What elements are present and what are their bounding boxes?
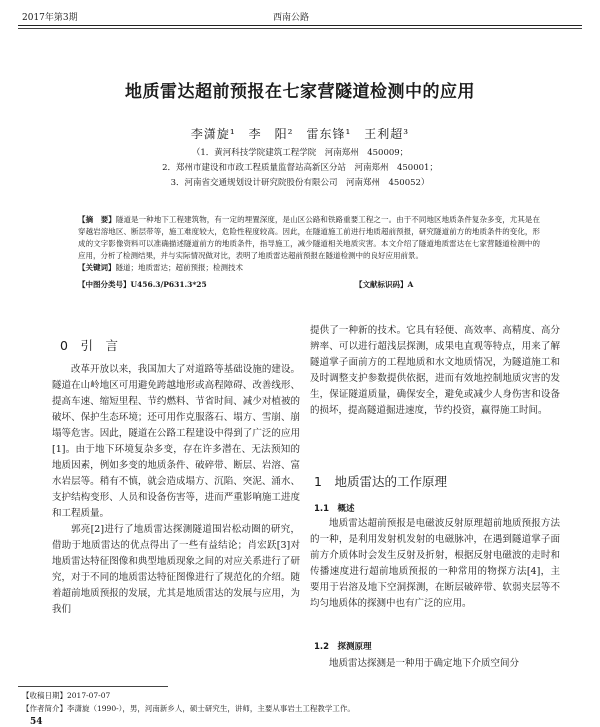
paragraph: 提供了一种新的技术。它具有轻便、高效率、高精度、高分辨率、可以进行超浅层探测，成果电直观等特点，用来了解隧道掌子面前方的工程地质和水文地质情况，为隧道施工和及时调整支护参数提供依据，进而有效地控制地质灾害的发生，保证隧道质量，确保安全，避免或减少人身伤害和设备的损坏，提高隧道掘进速度，节约投资，赢得施工时间。 [310, 325, 560, 416]
section-1-title: 1 地质雷达的工作原理 [314, 474, 447, 489]
footnote-received: 【收稿日期】2017-07-07 [22, 691, 111, 700]
paper-title: 地质雷达超前预报在七家营隧道检测中的应用 [125, 82, 475, 102]
affiliation-2: 2．郑州市建设和市政工程质量监督站高新区分站 河南郑州 450001； [162, 163, 438, 173]
classification-number: 【中图分类号】U456.3/P631.3*25 [78, 280, 207, 289]
section-0-title: 0 引 言 [60, 338, 118, 353]
subsection-1-2-body [310, 656, 560, 672]
left-column-body [52, 362, 300, 618]
paragraph: 郭亮[2]进行了地质雷达探测隧道围岩松动圈的研究，借助于地质雷达的优点得出了一些有益结论；肖宏跃[3]对地质雷达特征图像和典型地质现象之间的对应关系进行了研究，对于不同的地质雷达特征图像进行了规范化的介绍。随着超前地质预报的发展，尤其是地质雷达的发展与应用，为我们 [52, 524, 300, 615]
header-rule [18, 25, 582, 26]
journal-issue: 2017年第3期 [22, 13, 78, 23]
running-header [18, 8, 582, 28]
footnote-rule [18, 686, 168, 687]
right-column-continuation [310, 323, 560, 419]
keywords [78, 262, 540, 273]
abstract-text: 隧道是一种地下工程建筑物，有一定的埋置深度，是山区公路和铁路重要工程之一。由于不同地区地质条件复杂多变，尤其是在穿越岩溶地区、断层带等，施工难度较大，危险性程度较高。因此，在隧道施工前进行地质超前预报，研究隧道前方的地质条件的变化，形成的文字影像资料可以准确描述隧道前方的地质条件，指导施工，减少隧道相关地质灾害。本文介绍了隧道地质雷达在七家营隧道检测中的应用，分析了检测结果，并与实际情况做对比，表明了地质雷达超前预报在隧道检测中的良好应用前景。 [78, 215, 540, 260]
header-rule-2 [18, 28, 582, 29]
abstract-label: 【摘 要】 [78, 215, 116, 224]
footnote-author: 【作者简介】李潇旋（1990-），男，河南新乡人，硕士研究生，讲师，主要从事岩土工程教学工作。 [22, 704, 355, 713]
page-number: 54 [30, 717, 43, 727]
paragraph: 地质雷达探测是一种用于确定地下介质空间分 [329, 658, 520, 669]
affiliation-1: （1．黄河科技学院建筑工程学院 河南郑州 450009； [191, 148, 409, 158]
authors: 李潇旋¹ 李 阳² 雷东锋¹ 王利超³ [190, 127, 410, 141]
abstract [78, 214, 540, 262]
subsection-1-1-title: 1.1 概述 [314, 504, 355, 514]
affiliation-3: 3．河南省交通规划设计研究院股份有限公司 河南郑州 450052） [170, 178, 430, 188]
paragraph: 改革开放以来，我国加大了对道路等基础设施的建设。隧道在山岭地区可用避免跨越地形或高程障碍、改善线形、提高车速、缩短里程、节约燃料、节省时间、减少对植被的破坏、保护生态环境；还可用作克服落石、塌方、雪崩、崩塌等危害。因此，隧道在公路工程建设中得到了广泛的应用[1]。由于地下环境复杂多变，存在许多潜在、无法预知的地质因素，例如多变的地质条件、破碎带、断层、岩溶、富水岩层等。稍有不慎，就会造成塌方、沉陷、突泥、涌水、支护结构变形、人员和设备伤害等，进而严重影响施工进度和工程质量。 [52, 364, 300, 519]
document-code: 【文献标识码】A [355, 280, 414, 289]
subsection-1-1-body [310, 516, 560, 612]
keywords-text: 隧道；地质雷达；超前预报；检测技术 [115, 263, 243, 272]
keywords-label: 【关键词】 [78, 263, 116, 272]
paragraph: 地质雷达超前预报是电磁波反射原理超前地质预报方法的一种，是利用发射机发射的电磁脉冲，在遇到隧道掌子面前方介质体时会发生反射及折射，根据反射电磁波的走时和传播速度进行超前地质预报的一种常用的物探方法[4]，主要用于岩溶及地下空洞探测，在断层破碎带、软弱夹层等不均匀地质体的探测中也有广泛的应用。 [310, 518, 560, 609]
subsection-1-2-title: 1.2 探测原理 [314, 642, 372, 652]
journal-name: 西南公路 [273, 13, 310, 23]
